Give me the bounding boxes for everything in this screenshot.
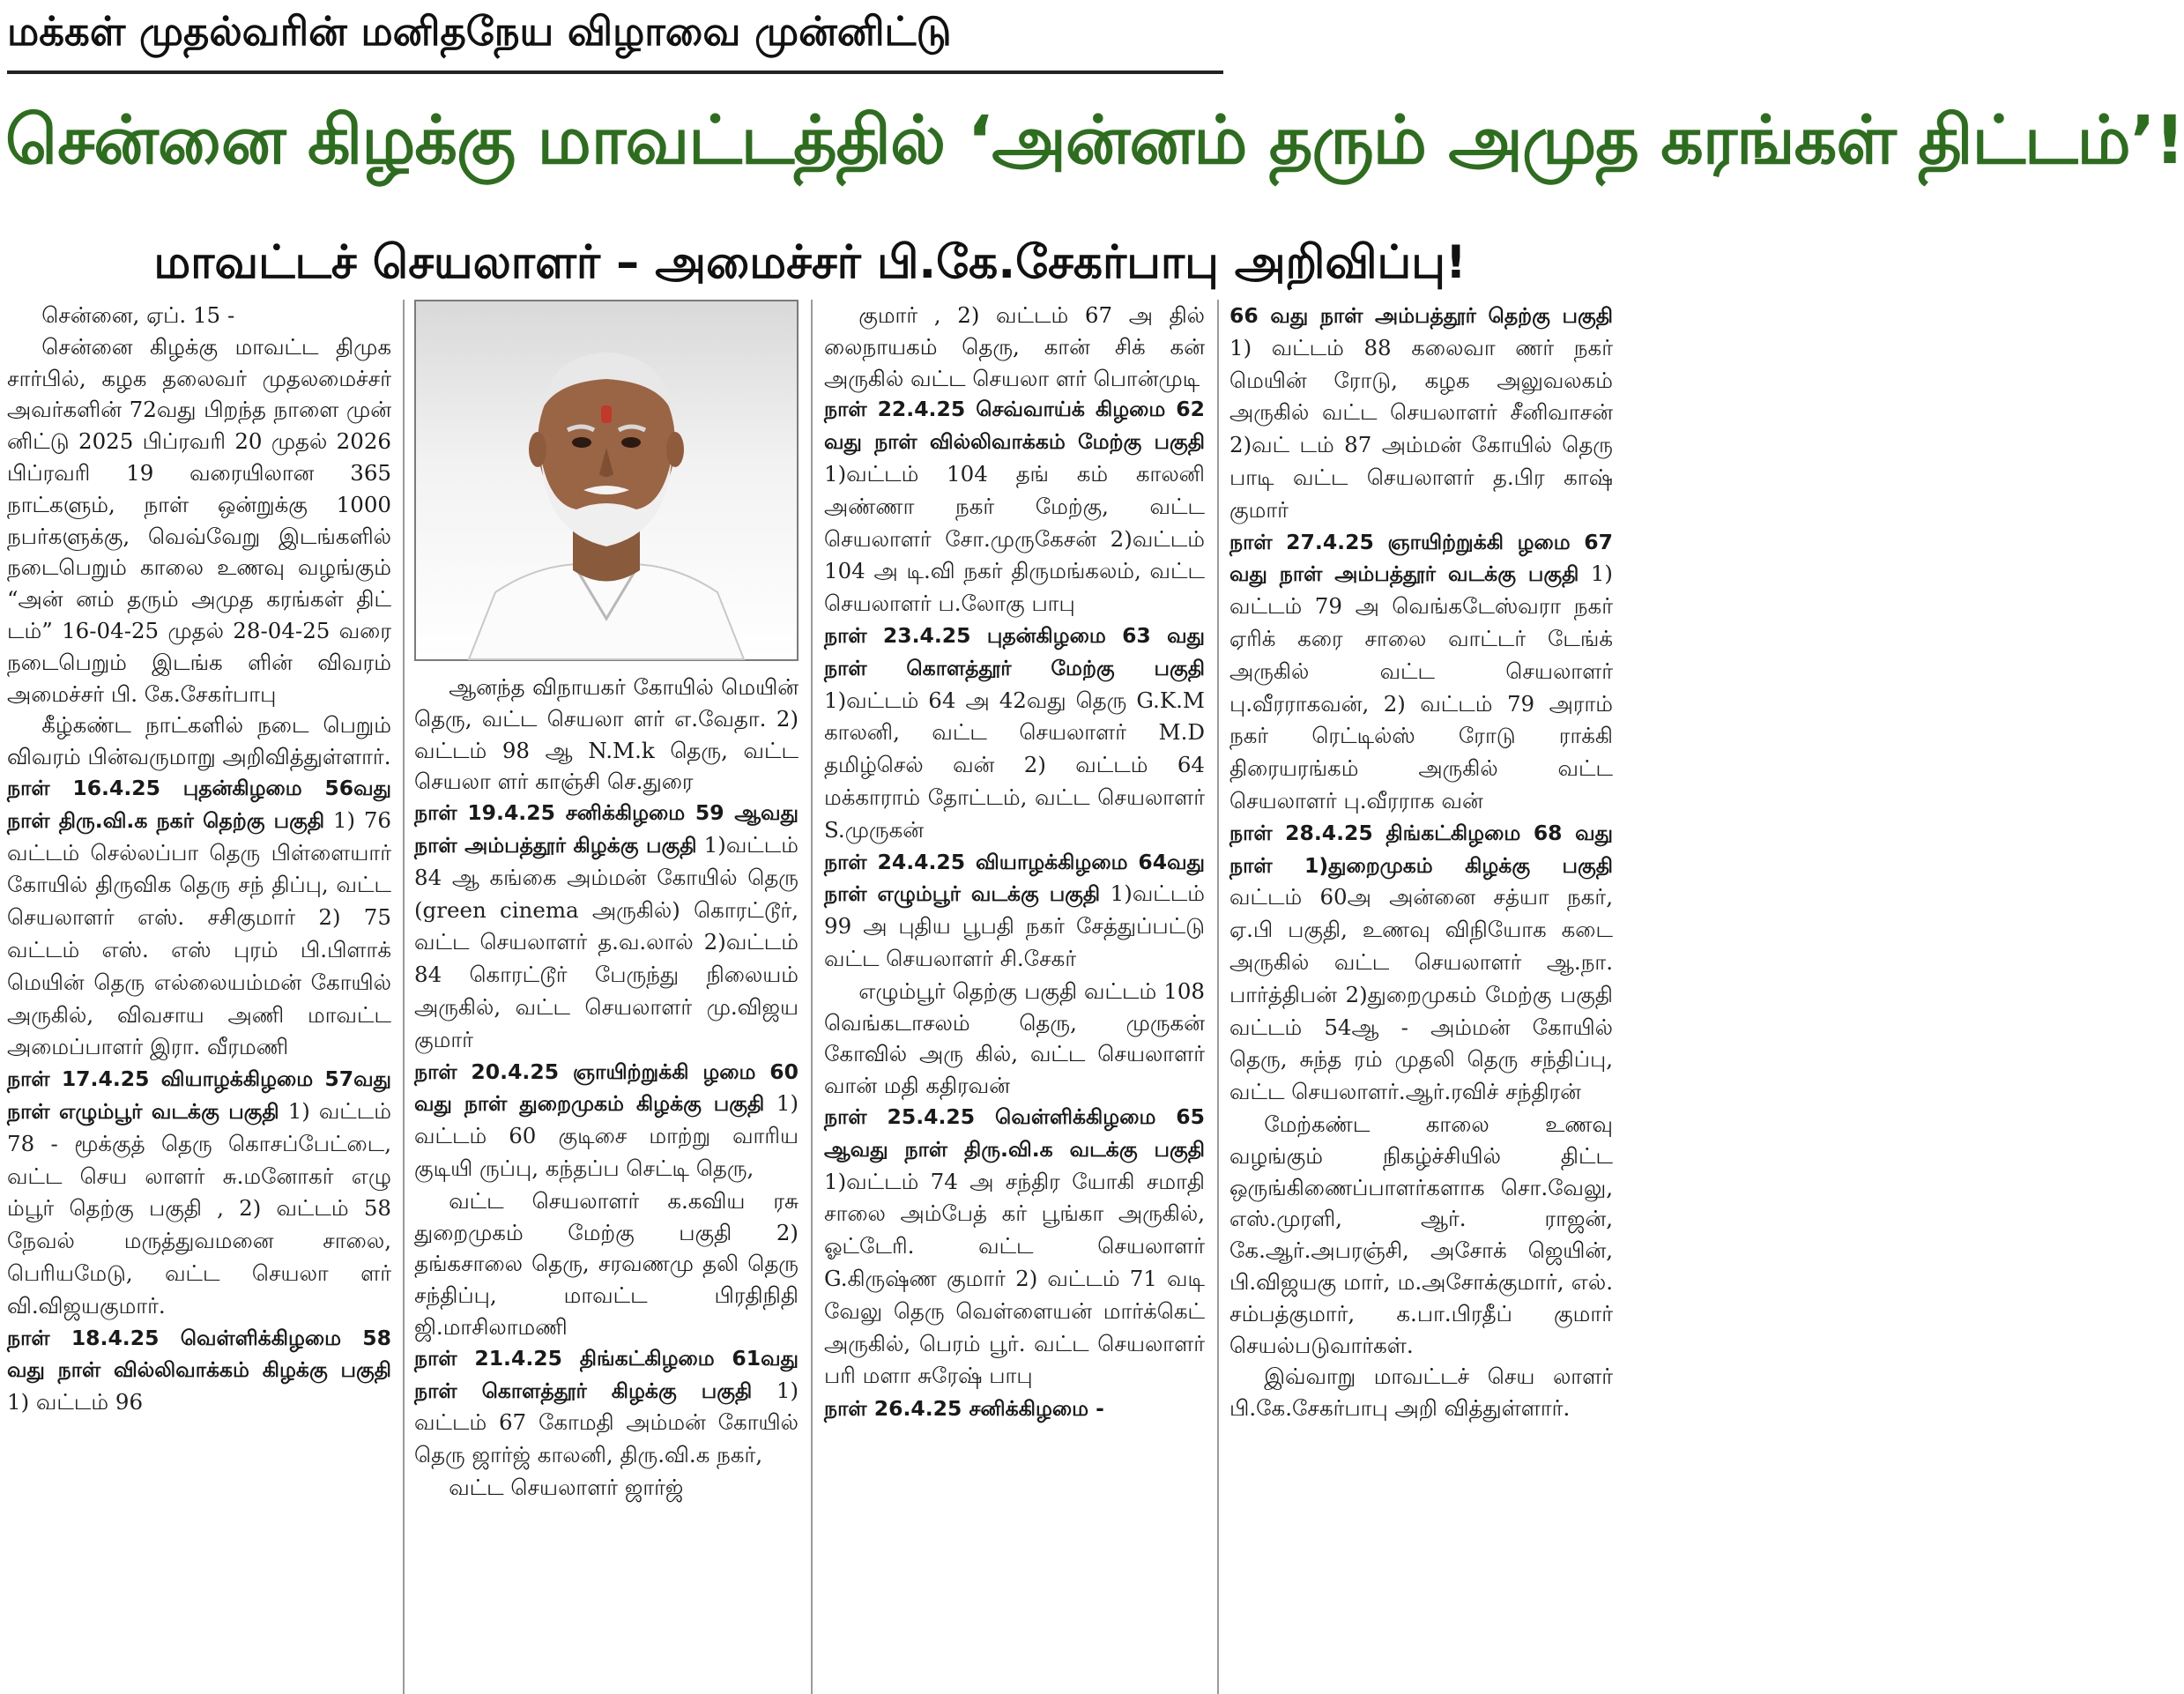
column-divider bbox=[403, 300, 405, 1694]
schedule-details: 1)வட்டம் 64 அ 42வது தெரு G.K.M காலனி, வட்ட செயலாளர் M.D தமிழ்செல் வன் 2) வட்டம் 64 மக்காராம் தோட்டம், வட்ட செயலாளர் S.முருகன் bbox=[824, 687, 1205, 843]
schedule-heading: நாள் 27.4.25 ஞாயிற்றுக்கி ழமை 67 வது நாள் அம்பத்தூர் வடக்கு பகுதி bbox=[1229, 529, 1613, 587]
schedule-heading: நாள் 20.4.25 ஞாயிற்றுக்கி ழமை 60 வது நாள் துறைமுகம் கிழக்கு பகுதி bbox=[414, 1059, 799, 1117]
article-paragraph bbox=[1229, 300, 1613, 527]
article-paragraph bbox=[824, 1102, 1205, 1393]
schedule-details: 1) வட்டம் 67 கோமதி அம்மன் கோயில் தெரு ஜார்ஜ் காலனி, திரு.வி.க நகர், bbox=[414, 1377, 799, 1468]
article-paragraph: ஆனந்த விநாயகர் கோயில் மெயின் தெரு, வட்ட செயலா ளர் எ.வேதா. 2) வட்டம் 98 ஆ N.M.k தெரு, வட்ட செயலா ளர் காஞ்சி செ.துரை bbox=[414, 674, 799, 795]
article-paragraph: குமார் , 2) வட்டம் 67 அ தில் லைநாயகம் தெரு, கான் சிக் கன் அருகில் வட்ட செயலா ளர் பொன்முடி bbox=[824, 302, 1205, 391]
article-paragraph: இவ்வாறு மாவட்டச் செய லாளர் பி.கே.சேகர்பாபு அறி வித்துள்ளார். bbox=[1229, 1363, 1613, 1422]
article-paragraph: கீழ்கண்ட நாட்களில் நடை பெறும் விவரம் பின்வருமாறு அறிவித்துள்ளார். bbox=[7, 712, 391, 770]
portrait-illustration bbox=[416, 301, 797, 659]
schedule-details: 1) வட்டம் 60 குடிசை மாற்று வாரிய குடியி ருப்பு, கந்தப்ப செட்டி தெரு, bbox=[414, 1090, 799, 1181]
article-paragraph bbox=[7, 1323, 391, 1419]
article-paragraph bbox=[1229, 527, 1613, 818]
schedule-details: 1) 76 வட்டம் செல்லப்பா தெரு பிள்ளையார் கோயில் திருவிக தெரு சந் திப்பு, வட்ட செயலாளர் எஸ். சசிகுமார் 2) 75 வட்டம் எஸ். எஸ் புரம் பி.பிளாக் மெயின் தெரு எல்லையம்மன் கோயில் அருகில், விவசாய அணி மாவட்ட அமைப்பாளர் இரா. வீரமணி bbox=[7, 806, 392, 1060]
article-paragraph bbox=[1229, 818, 1613, 1109]
article-column-3 bbox=[824, 300, 1205, 1694]
article-paragraph bbox=[824, 620, 1205, 847]
article-headline: சென்னை கிழக்கு மாவட்டத்தில் ‘அன்னம் தரும் அமுத கரங்கள் திட்டம்’! bbox=[5, 100, 2184, 179]
article-paragraph bbox=[414, 1343, 799, 1472]
schedule-details: 1) வட்டம் 79 அ வெங்கடேஸ்வரா நகர் ஏரிக் கரை சாலை வாட்டர் டேங்க் அருகில் வட்ட செயலாளர் பு.வீரராகவன், 2) வட்டம் 79 அராம் நகர் ரெட்டில்ஸ் ரோடு ராக்கி திரையரங்கம் அருகில் வட்ட செயலாளர் பு.வீரராக வன் bbox=[1229, 561, 1613, 814]
schedule-details: 1)வட்டம் 74 அ சந்திர யோகி சமாதி சாலை அம்பேத் கர் பூங்கா அருகில், ஓட்டேரி. வட்ட செயலாளர் G.கிருஷ்ண குமார் 2) வட்டம் 71 வடி வேலு தெரு வெள்ளையன் மார்க்கெட் அருகில், பெரம் பூர். வட்ட செயலாளர் பரி மளா சுரேஷ் பாபு bbox=[824, 1168, 1205, 1389]
schedule-details: 1) வட்டம் 96 bbox=[7, 1389, 144, 1415]
article-column-1 bbox=[7, 300, 391, 1694]
article-paragraph bbox=[414, 1057, 799, 1185]
article-paragraph: வட்ட செயலாளர் க.கவிய ரசு துறைமுகம் மேற்கு பகுதி 2) தங்கசாலை தெரு, சரவணமு தலி தெரு சந்திப்பு, மாவட்ட பிரதிநிதி ஜி.மாசிலாமணி bbox=[414, 1187, 799, 1340]
column-divider bbox=[1217, 300, 1219, 1694]
schedule-heading: நாள் 28.4.25 திங்கட்கிழமை 68 வது நாள் 1)துறைமுகம் கிழக்கு பகுதி bbox=[1229, 820, 1613, 878]
article-paragraph: எழும்பூர் தெற்கு பகுதி வட்டம் 108 வெங்கடாசலம் தெரு, முருகன் கோவில் அரு கில், வட்ட செயலாளர் வான் மதி கதிரவன் bbox=[824, 977, 1205, 1099]
kicker-underline bbox=[7, 71, 1223, 74]
article-column-2 bbox=[414, 672, 799, 1694]
schedule-heading: 66 வது நாள் அம்பத்தூர் தெற்கு பகுதி bbox=[1229, 303, 1613, 328]
article-kicker: மக்கள் முதல்வரின் மனிதநேய விழாவை முன்னிட்டு bbox=[7, 8, 952, 55]
schedule-heading: நாள் 16.4.25 புதன்கிழமை 56வது நாள் திரு.வி.க நகர் தெற்கு பகுதி bbox=[7, 775, 391, 833]
schedule-heading: நாள் 24.4.25 வியாழக்கிழமை 64வது நாள் எழும்பூர் வடக்கு பகுதி bbox=[824, 849, 1205, 907]
schedule-details: 1)வட்டம் 84 ஆ கங்கை அம்மன் கோயில் தெரு (green cinema அருகில்) கொரட்டூர், வட்ட செயலாளர் த.வ.லால் 2)வட்டம் 84 கொரட்டூர் பேருந்து நிலையம் அருகில், வட்ட செயலாளர் மு.விஜய குமார் bbox=[414, 831, 799, 1052]
column-divider bbox=[811, 300, 813, 1694]
article-paragraph: வட்ட செயலாளர் ஜார்ஜ் bbox=[449, 1474, 684, 1500]
schedule-heading: நாள் 18.4.25 வெள்ளிக்கிழமை 58 வது நாள் வில்லிவாக்கம் கிழக்கு பகுதி bbox=[7, 1325, 391, 1383]
schedule-heading: நாள் 19.4.25 சனிக்கிழமை 59 ஆவது நாள் அம்பத்தூர் கிழக்கு பகுதி bbox=[414, 800, 799, 858]
article-paragraph: சென்னை கிழக்கு மாவட்ட திமுக சார்பில், கழக தலைவர் முதலமைச்சர் அவர்களின் 72வது பிறந்த நாளை முன் னிட்டு 2025 பிப்ரவரி 20 முதல் 2026 பிப்ரவரி 19 வரையிலான 365 நாட்களும், நாள் ஒன்றுக்கு 1000 நபர்களுக்கு, வெவ்வேறு இடங்களில் நடைபெறும் காலை உணவு வழங்கும் “அன் னம் தரும் அமுத கரங்கள் திட் டம்” 16-04-25 முதல் 28-04-25 வரை நடைபெறும் இடங்க ளின் விவரம் அமைச்சர் பி. கே.சேகர்பாபு bbox=[7, 333, 391, 707]
article-paragraph bbox=[824, 1393, 1205, 1425]
schedule-heading: நாள் 22.4.25 செவ்வாய்க் கிழமை 62 வது நாள் வில்லிவாக்கம் மேற்கு பகுதி bbox=[824, 397, 1205, 455]
portrait-photo-icon bbox=[414, 300, 799, 661]
article-subhead: மாவட்டச் செயலாளர் – அமைச்சர் பி.கே.சேகர்பாபு அறிவிப்பு! bbox=[153, 236, 1467, 289]
article-column-4 bbox=[1229, 300, 1613, 1694]
schedule-details: 1)வட்டம் 104 தங் கம் காலனி அண்ணா நகர் மேற்கு, வட்ட செயலாளர் சோ.முருகேசன் 2)வட்டம் 104 அ டி.வி நகர் திருமங்கலம், வட்ட செயலாளர் ப.லோகு பாபு bbox=[824, 460, 1205, 617]
schedule-details: வட்டம் 60அ அன்னை சத்யா நகர், ஏ.பி பகுதி, உணவு விநியோக கடை அருகில் வட்ட செயலாளர் ஆ.நா. பார்த்திபன் 2)துறைமுகம் மேற்கு பகுதி வட்டம் 54ஆ - அம்மன் கோயில் தெரு, சுந்த ரம் முதலி தெரு சந்திப்பு, வட்ட செயலாளர்.ஆர்.ரவிச் சந்திரன் bbox=[1229, 884, 1613, 1105]
schedule-details: 1)வட்டம் 99 அ புதிய பூபதி நகர் சேத்துப்பட்டு வட்ட செயலாளர் சி.சேகர் bbox=[824, 880, 1205, 971]
article-paragraph bbox=[824, 847, 1205, 976]
schedule-details: 1) வட்டம் 88 கலைவா ணர் நகர் மெயின் ரோடு, கழக அலுவலகம் அருகில் வட்ட செயலாளர் சீனிவாசன் 2)வட் டம் 87 அம்மன் கோயில் தெரு பாடி வட்ட செயலாளர் த.பிர காஷ் குமார் bbox=[1229, 334, 1613, 523]
schedule-heading: நாள் 21.4.25 திங்கட்கிழமை 61வது நாள் கொளத்தூர் கிழக்கு பகுதி bbox=[414, 1345, 799, 1403]
schedule-heading: நாள் 23.4.25 புதன்கிழமை 63 வது நாள் கொளத்தூர் மேற்கு பகுதி bbox=[824, 622, 1205, 680]
article-paragraph bbox=[414, 798, 799, 1056]
article-paragraph: மேற்கண்ட காலை உணவு வழங்கும் நிகழ்ச்சியில் திட்ட ஒருங்கிணைப்பாளர்களாக சொ.வேலு, எஸ்.முரளி, ஆர். ராஜன், கே.ஆர்.அபரஞ்சி, அசோக் ஜெயின், பி.விஜயகு மார், ம.அசோக்குமார், எல். சம்பத்குமார், க.பா.பிரதீப் குமார் செயல்படுவார்கள். bbox=[1229, 1111, 1613, 1358]
article-paragraph bbox=[824, 394, 1205, 620]
schedule-heading: நாள் 26.4.25 சனிக்கிழமை - bbox=[824, 1396, 1104, 1422]
article-paragraph: சென்னை, ஏப். 15 - bbox=[41, 302, 235, 328]
article-paragraph bbox=[7, 1064, 391, 1322]
schedule-details: 1) வட்டம் 78 - மூக்குத் தெரு கொசப்பேட்டை, வட்ட செய லாளர் சு.மனோகர் எழு ம்பூர் தெற்கு பகுதி , 2) வட்டம் 58 நேவல் மருத்துவமனை சாலை, பெரியமேடு, வட்ட செயலா ளர் வி.விஜயகுமார். bbox=[7, 1097, 391, 1319]
schedule-heading: நாள் 25.4.25 வெள்ளிக்கிழமை 65 ஆவது நாள் திரு.வி.க வடக்கு பகுதி bbox=[824, 1103, 1205, 1162]
article-paragraph bbox=[7, 773, 391, 1064]
schedule-heading: நாள் 17.4.25 வியாழக்கிழமை 57வது நாள் எழும்பூர் வடக்கு பகுதி bbox=[7, 1066, 391, 1124]
